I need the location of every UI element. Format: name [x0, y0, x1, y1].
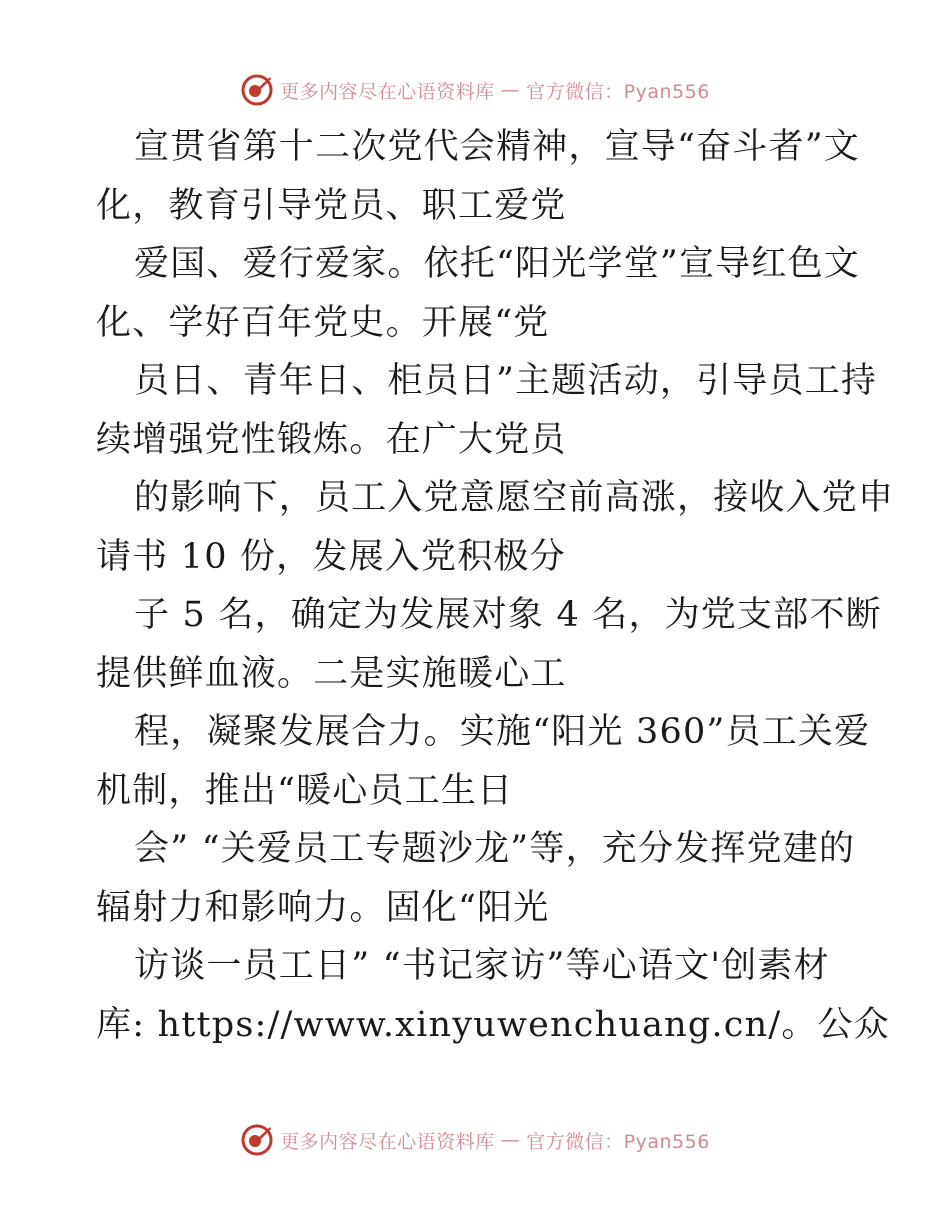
document-body [96, 118, 895, 1054]
text-line: 的影响下，员工入党意愿空前高涨，接收入党申 [134, 478, 895, 518]
text-line: 员日、青年日、柜员日”主题活动，引导员工持 [134, 361, 878, 401]
watermark-dash: — [500, 1129, 521, 1151]
text-line: 化，教育引导党员、职工爱党 [96, 185, 567, 226]
text-line: 爱国、爱行爱家。依托“阳光学堂”宣导红色文 [134, 244, 860, 284]
watermark-dash: — [500, 79, 521, 101]
text-line: 辐射力和影响力。固化“阳光 [96, 887, 550, 928]
text-line: 子 5 名，确定为发展对象 4 名，为党支部不断 [134, 595, 882, 635]
watermark-slogan: 更多内容尽在心语资料库 [280, 1130, 495, 1153]
text-line: 会” “关爱员工专题沙龙”等，充分发挥党建的 [134, 829, 856, 869]
header-watermark [0, 70, 950, 110]
watermark-wechat: 官方微信：Pyan556 [526, 1130, 710, 1153]
text-line: 宣贯省第十二次党代会精神，宣导“奋斗者”文 [134, 127, 860, 167]
text-line: 访谈一员工日” “书记家访”等心语文'创素材 [134, 946, 830, 986]
text-line: 机制，推出“暖心员工生日 [96, 770, 514, 811]
watermark-wechat: 官方微信：Pyan556 [526, 80, 710, 103]
text-line: 库: https://www.xinyuwenchuang.cn/。公众 [96, 1004, 890, 1045]
text-line: 续增强党性锻炼。在广大党员 [96, 419, 567, 460]
footer-watermark [0, 1120, 950, 1160]
text-line: 程，凝聚发展合力。实施“阳光 360”员工关爱 [134, 712, 871, 752]
watermark-slogan: 更多内容尽在心语资料库 [280, 80, 495, 103]
quill-seal-icon [240, 1123, 274, 1157]
text-line: 化、学好百年党史。开展“党 [96, 302, 550, 343]
text-line: 提供鲜血液。二是实施暖心工 [96, 653, 567, 694]
quill-seal-icon [240, 73, 274, 107]
text-line: 请书 10 份，发展入党积极分 [96, 536, 566, 577]
